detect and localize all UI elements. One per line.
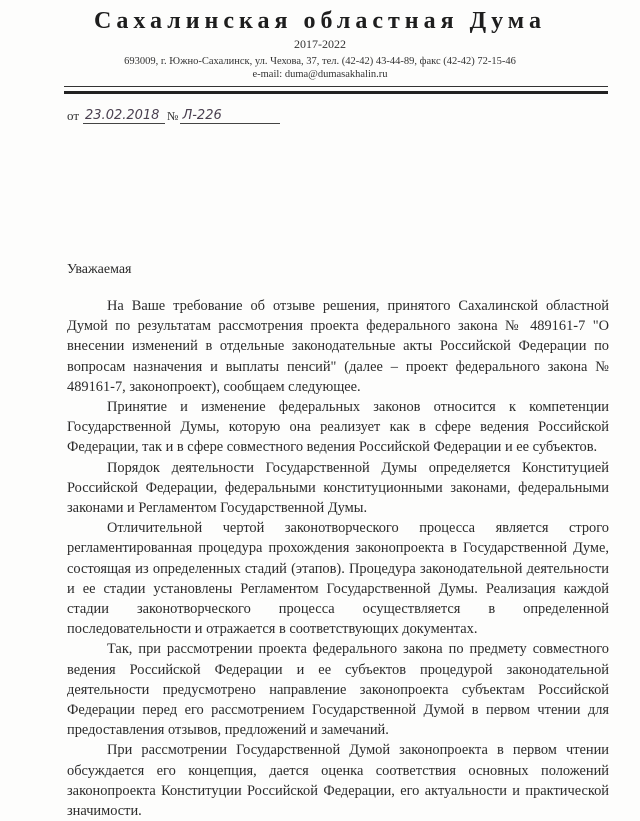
reference-number-sign: № (167, 109, 179, 123)
letterhead-email: e-mail: duma@dumasakhalin.ru (252, 69, 388, 80)
letterhead-title: Сахалинская областная Дума (94, 8, 546, 34)
letterhead-address: 693009, г. Южно-Сахалинск, ул. Чехова, 37, тел. (42-42) 43-44-89, факс (42-42) 72-15-46 (124, 56, 516, 67)
paragraph: Порядок деятельности Государственной Думы определяется Конституцией Российской Федерации, федеральными конституционными законами, федеральными законами и Регламентом Государственной Думы. (67, 459, 609, 517)
letterhead-divider-thin (64, 86, 608, 87)
reference-date: 23.02.2018 (83, 108, 165, 124)
reference-line (67, 108, 280, 124)
reference-number: Л-226 (180, 108, 280, 124)
salutation: Уважаемая (67, 262, 132, 277)
paragraph: На Ваше требование об отзыве решения, принятого Сахалинской областной Думой по результатам рассмотрения проекта федерального закона № 489161-7 "О внесении изменений в отдельные законодательные акты Российской Федерации по вопросам назначения и выплаты пенсий" (далее – проект федерального закона № 489161-7, законопроект), сообщаем следующее. (67, 298, 609, 395)
paragraph: Отличительной чертой законотворческого процесса является строго регламентированная процедура прохождения законопроекта в Государственной Думе, состоящая из определенных стадий (этапов). Процедура законодательной деятельности и ее стадии установлены Регламентом Государственной Думы. Реализация каждой стадии законотворческого процесса осуществляется в определенной последовательности и отражается в соответствующих документах. (67, 520, 609, 638)
paragraph: При рассмотрении Государственной Думой законопроекта в первом чтении обсуждается его концепция, дается оценка соответствия основных положений законопроекта Конституции Российской Федерации, его актуальности и практической значимости. (67, 742, 609, 820)
letter-body (67, 296, 609, 821)
reference-from-label: от (67, 108, 80, 123)
paragraph: Принятие и изменение федеральных законов относится к компетенции Государственной Думы, которую она реализует как в сфере ведения Российской Федерации, так и в сфере совместного ведения Российской Федерации и ее субъектов. (67, 399, 609, 456)
letterhead-years: 2017-2022 (294, 37, 346, 51)
paragraph: Так, при рассмотрении проекта федерального закона по предмету совместного ведения Российской Федерации и ее субъектов процедурой законодательной деятельности предусмотрено направление законопроекта субъектам Российской Федерации перед его рассмотрением Государственной Думой в первом чтении для предоставления отзывов, предложений и замечаний. (67, 641, 609, 739)
letterhead-divider-thick (64, 91, 608, 94)
